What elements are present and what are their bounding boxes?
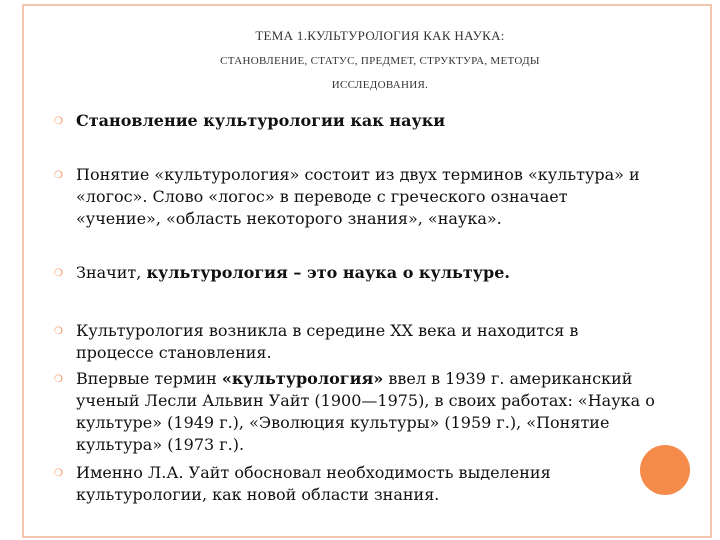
bullet-text: Понятие «культурология» состоит из двух терминов «культура» и «логос». Слово «логос» в переводе с греческого означает «учение», «область некоторого знания», «наука». xyxy=(76,165,640,228)
bullet-item xyxy=(54,462,656,506)
bullet-text: Именно Л.А. Уайт обосновал необходимость выделения культурологии, как новой области знания. xyxy=(76,463,551,504)
bullet-text: ввел в 1939 г. американский ученый Лесли Альвин Уайт (1900—1975), в своих работах: «Наука о культуре» (1949 г.), «Эволюция культуры» (1959 г.), «Понятие культура» (1973 г.). xyxy=(76,369,655,454)
bullet-item xyxy=(54,110,656,132)
bullet-text: Впервые термин xyxy=(76,369,222,388)
bullet-icon: ❍ xyxy=(54,268,63,279)
bullet-item xyxy=(54,164,656,230)
bullet-text: Значит, xyxy=(76,263,147,282)
bullet-bold-text: Становление культурологии как науки xyxy=(76,111,446,130)
title-line-2: СТАНОВЛЕНИЕ, СТАТУС, ПРЕДМЕТ, СТРУКТУРА, МЕТОДЫ xyxy=(220,55,540,67)
bullet-icon: ❍ xyxy=(54,116,63,127)
bullet-text: Культурология возникла в середине XX века и находится в процессе становления. xyxy=(76,321,579,362)
bullet-icon: ❍ xyxy=(54,326,63,337)
title-line-3: ИССЛЕДОВАНИЯ. xyxy=(331,79,429,91)
bullet-item xyxy=(54,368,656,456)
bullet-icon: ❍ xyxy=(54,468,63,479)
decorative-circle xyxy=(640,445,690,495)
bullet-bold-text: культурология – это наука о культуре. xyxy=(146,263,510,282)
bullet-icon: ❍ xyxy=(54,374,63,385)
bullet-icon: ❍ xyxy=(54,170,63,181)
bullet-item xyxy=(54,262,656,284)
bullet-bold-text: «культурология» xyxy=(221,369,384,388)
bullet-item xyxy=(54,320,656,364)
title-line-1: ТЕМА 1.КУЛЬТУРОЛОГИЯ КАК НАУКА: xyxy=(255,28,505,43)
